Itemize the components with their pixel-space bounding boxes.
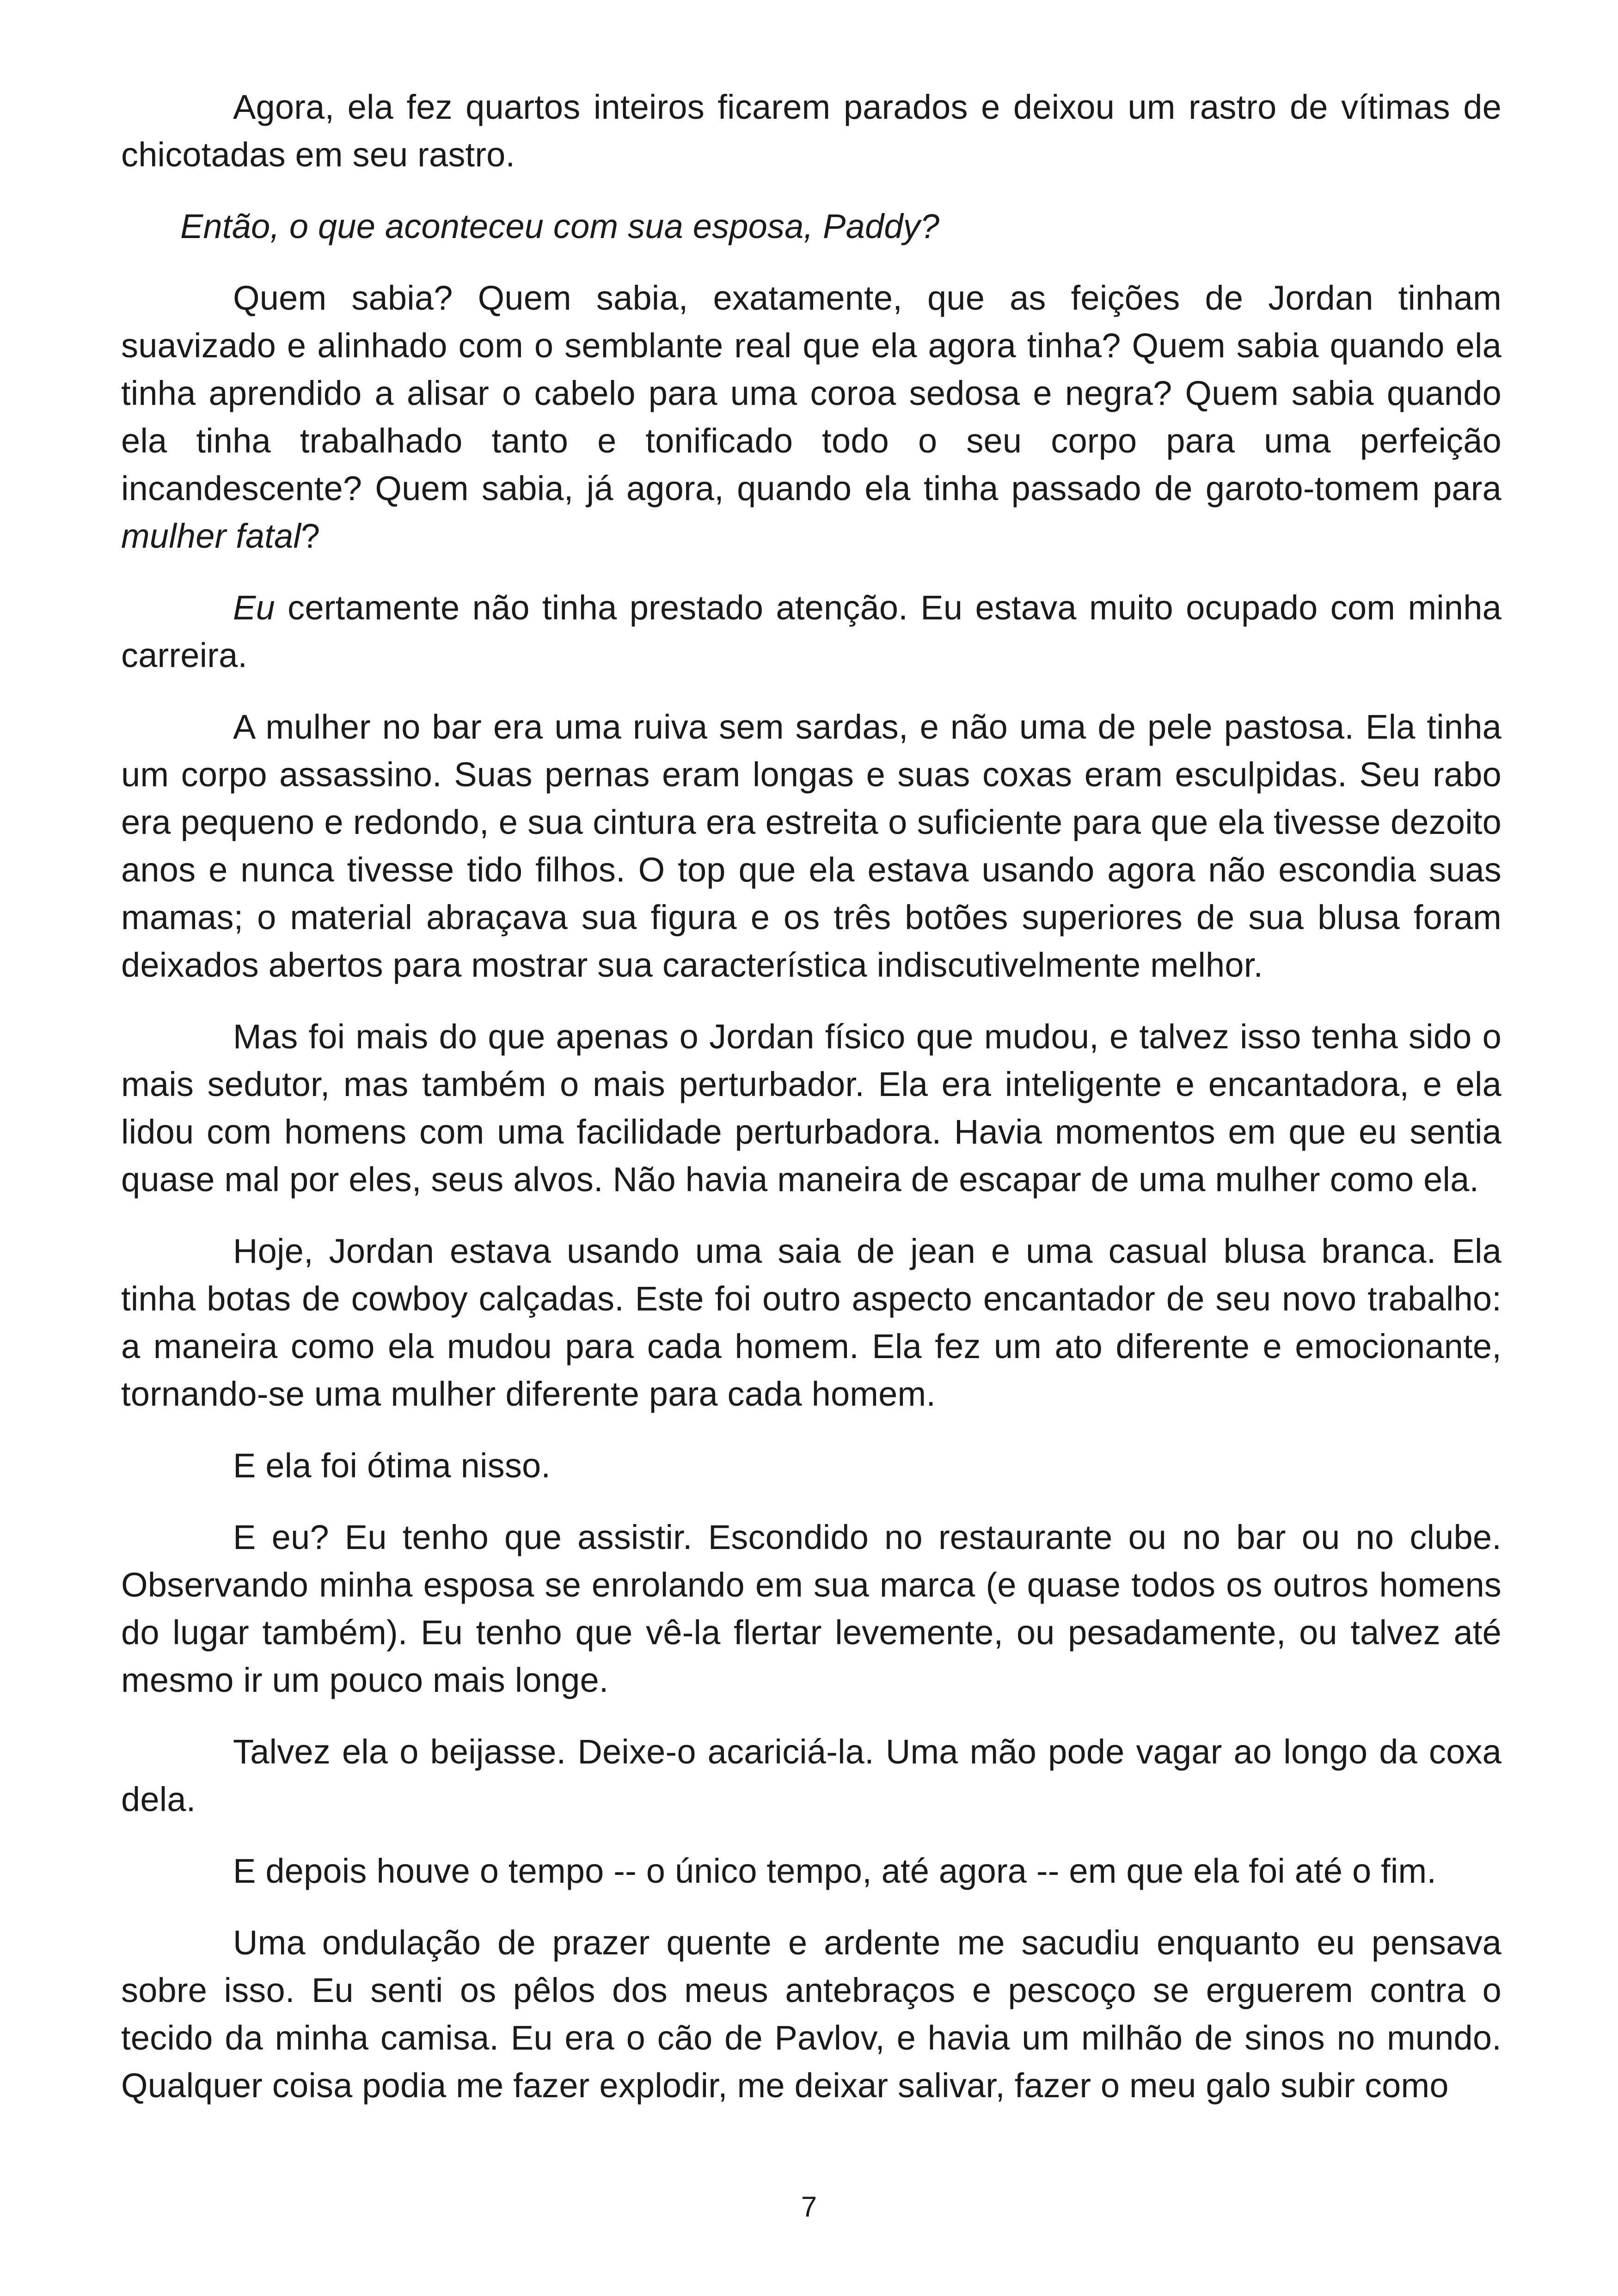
paragraph-8: E ela foi ótima nisso.	[233, 1446, 551, 1485]
paragraph-4-italic: Eu	[233, 588, 275, 627]
paragraph-6: Mas foi mais do que apenas o Jordan físico que mudou, e talvez isso tenha sido o mais sedutor, mas também o mais perturbador. Ela era inteligente e encantadora, e ela lidou com homens com uma facilidade perturbadora. Havia momentos em que eu sentia quase mal por eles, seus alvos. Não havia maneira de escapar de uma mulher como ela.	[121, 1017, 1502, 1199]
paragraph-5: A mulher no bar era uma ruiva sem sardas, e não uma de pele pastosa. Ela tinha um corpo assassino. Suas pernas eram longas e suas coxas eram esculpidas. Seu rabo era pequeno e redondo, e sua cintura era estreita o suficiente para que ela tivesse dezoito anos e nunca tivesse tido filhos. O top que ela estava usando agora não escondia suas mamas; o material abraçava sua figura e os três botões superiores de sua blusa foram deixados abertos para mostrar sua característica indiscutivelmente melhor.	[121, 708, 1502, 984]
paragraph-3-italic: mulher fatal	[121, 517, 301, 555]
paragraph-1: Agora, ela fez quartos inteiros ficarem parados e deixou um rastro de vítimas de chicotadas em seu rastro.	[121, 88, 1502, 174]
paragraph-3-main: Quem sabia? Quem sabia, exatamente, que as feições de Jordan tinham suavizado e alinhado com o semblante real que ela agora tinha? Quem sabia quando ela tinha aprendido a alisar o cabelo para uma coroa sedosa e negra? Quem sabia quando ela tinha trabalhado tanto e tonificado todo o seu corpo para uma perfeição incandescente? Quem sabia, já agora, quando ela tinha passado de garoto-tomem para	[121, 279, 1502, 508]
paragraph-11: E depois houve o tempo -- o único tempo, até agora -- em que ela foi até o fim.	[233, 1852, 1437, 1890]
paragraph-10: Talvez ela o beijasse. Deixe-o acariciá-la. Uma mão pode vagar ao longo da coxa dela.	[121, 1733, 1502, 1818]
paragraph-4	[121, 584, 1502, 679]
paragraph-4-main: certamente não tinha prestado atenção. Eu estava muito ocupado com minha carreira.	[121, 588, 1502, 674]
paragraph-3	[121, 274, 1502, 560]
paragraph-3-tail: ?	[301, 517, 320, 555]
page-number: 7	[801, 2191, 817, 2223]
paragraph-2-italic-question: Então, o que aconteceu com sua esposa, Paddy?	[180, 207, 940, 245]
paragraph-7: Hoje, Jordan estava usando uma saia de jean e uma casual blusa branca. Ela tinha botas de cowboy calçadas. Este foi outro aspecto encantador de seu novo trabalho: a maneira como ela mudou para cada homem. Ela fez um ato diferente e emocionante, tornando-se uma mulher diferente para cada homem.	[121, 1232, 1502, 1413]
paragraph-12: Uma ondulação de prazer quente e ardente me sacudiu enquanto eu pensava sobre isso. Eu senti os pêlos dos meus antebraços e pescoço se erguerem contra o tecido da minha camisa. Eu era o cão de Pavlov, e havia um milhão de sinos no mundo. Qualquer coisa podia me fazer explodir, me deixar salivar, fazer o meu galo subir como	[121, 1923, 1502, 2105]
document-page	[121, 83, 1502, 2109]
paragraph-9: E eu? Eu tenho que assistir. Escondido no restaurante ou no bar ou no clube. Observando minha esposa se enrolando em sua marca (e quase todos os outros homens do lugar também). Eu tenho que vê-la flertar levemente, ou pesadamente, ou talvez até mesmo ir um pouco mais longe.	[121, 1518, 1502, 1699]
